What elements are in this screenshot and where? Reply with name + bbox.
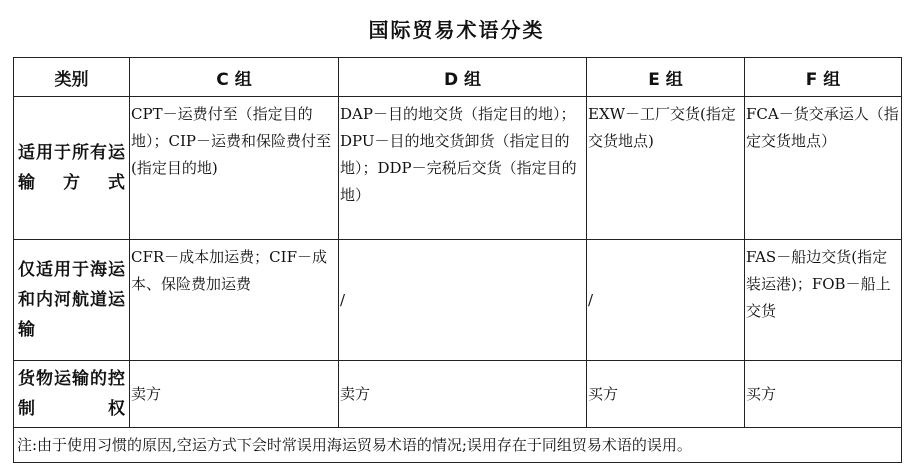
table-row [14,361,902,428]
header-category: 类别 [14,58,130,97]
cell-c-sea-inland: CFR－成本加运费；CIF－成本、保险费加运费 [130,240,339,361]
note-row [14,428,902,463]
row-label-all-modes: 适用于所有运输方式 [14,97,130,240]
cell-f-all-modes: FCA－货交承运人（指定交货地点） [745,97,902,240]
table-row [14,240,902,361]
table-note: 注:由于使用习惯的原因,空运方式下会时常误用海运贸易术语的情况;误用存在于同组贸易术语的误用。 [14,428,902,463]
row-label-control: 货物运输的控制权 [14,361,130,428]
header-d-group: D 组 [339,58,587,97]
cell-d-sea-inland: / [339,240,587,361]
cell-f-sea-inland: FAS－船边交货(指定装运港)；FOB－船上交货 [745,240,902,361]
cell-d-control: 卖方 [339,361,587,428]
cell-f-control: 买方 [745,361,902,428]
table-row [14,97,902,240]
header-f-group: F 组 [745,58,902,97]
header-e-group: E 组 [587,58,745,97]
table-title: 国际贸易术语分类 [368,18,545,42]
cell-e-all-modes: EXW－工厂交货(指定交货地点) [587,97,745,240]
cell-d-all-modes: DAP－目的地交货（指定目的地）；DPU－目的地交货卸货（指定目的地）；DDP－完税后交货（指定目的地） [339,97,587,240]
header-row [14,58,902,97]
cell-e-control: 买方 [587,361,745,428]
cell-c-all-modes: CPT－运费付至（指定目的地）；CIP－运费和保险费付至(指定目的地) [130,97,339,240]
cell-e-sea-inland: / [587,240,745,361]
trade-terms-table [13,57,902,463]
header-c-group: C 组 [130,58,339,97]
cell-c-control: 卖方 [130,361,339,428]
row-label-sea-inland: 仅适用于海运和内河航道运输 [14,240,130,361]
